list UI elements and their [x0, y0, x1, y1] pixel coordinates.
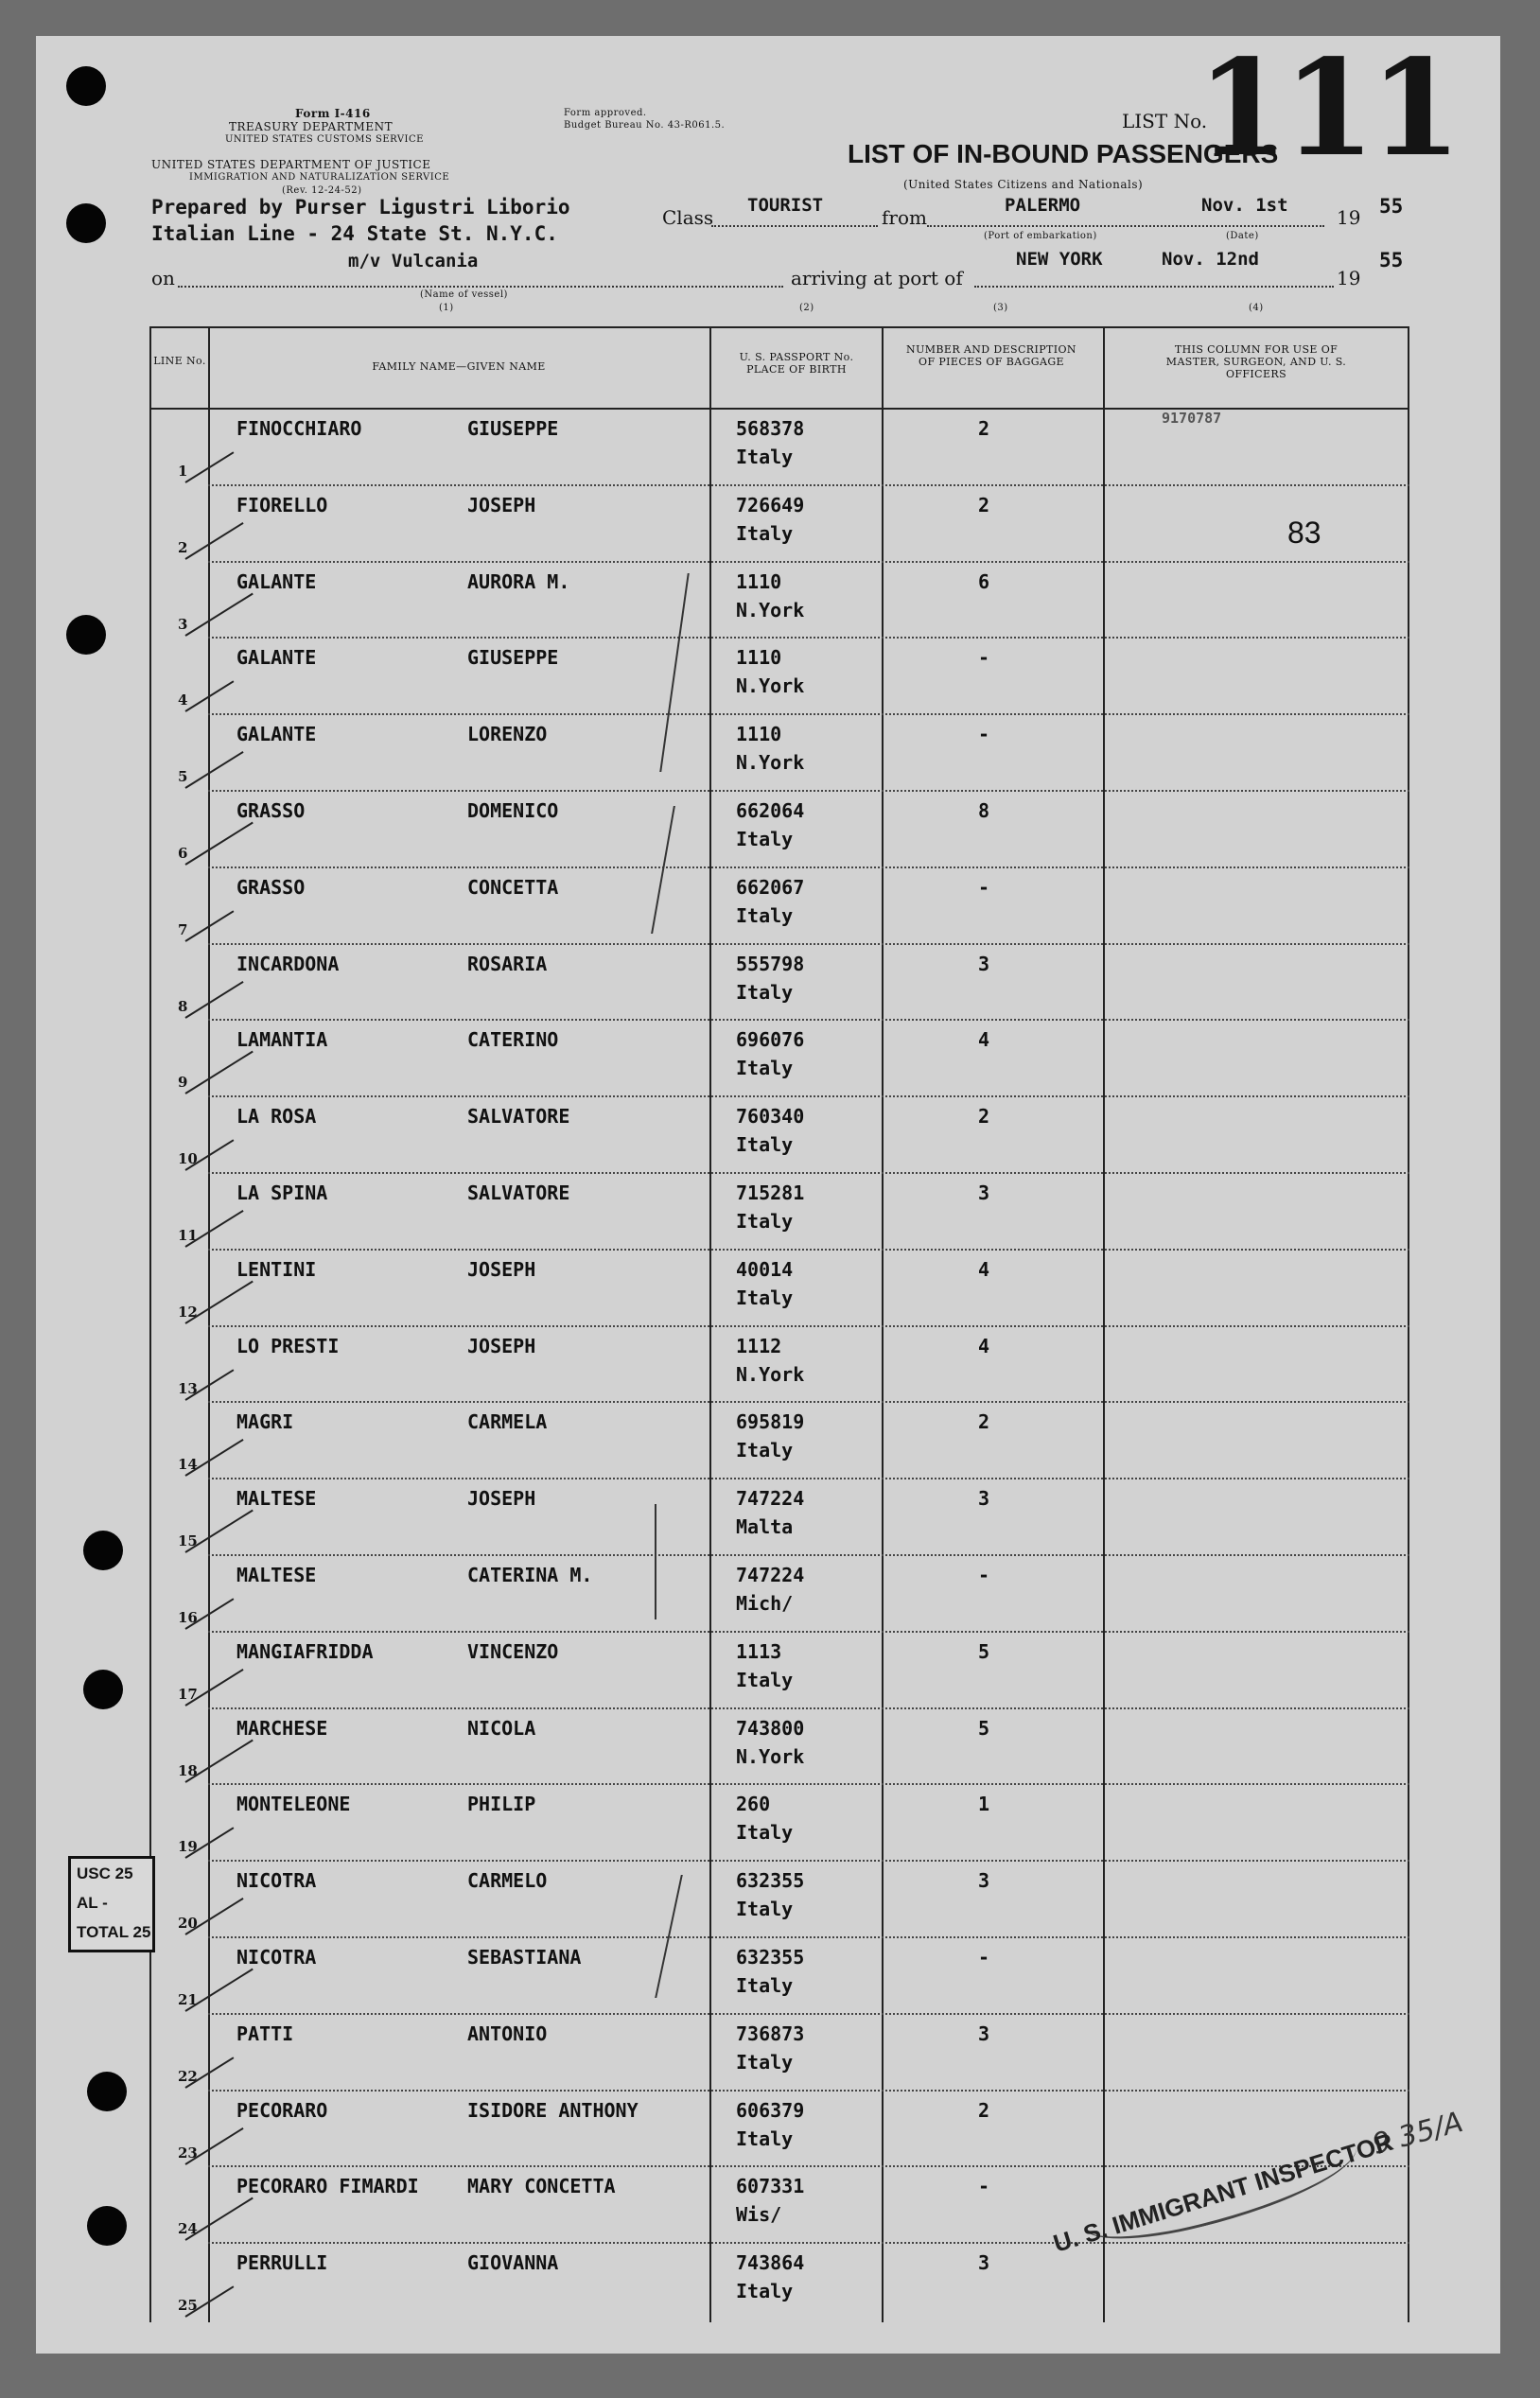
baggage-count: - [978, 1564, 990, 1586]
line-address: Italian Line - 24 State St. N.Y.C. [151, 222, 558, 245]
passport-number: 743800 [736, 1716, 805, 1740]
bracket-mark-3 [615, 1504, 656, 1619]
arrival-date: Nov. 12nd [1162, 249, 1259, 270]
family-name: LA SPINA [236, 1181, 328, 1204]
line-number: 22 [178, 2067, 198, 2085]
given-name: ANTONIO [467, 2022, 548, 2045]
check-mark [184, 522, 243, 560]
line-number: 20 [178, 1915, 198, 1933]
place-of-birth: Italy [736, 1898, 794, 1921]
officer-note-1: 9170787 [1162, 410, 1222, 427]
given-name: DOMENICO [467, 799, 559, 822]
line-number: 11 [178, 1227, 198, 1244]
line-number: 8 [178, 997, 188, 1015]
baggage-count: 3 [978, 1869, 990, 1893]
manifest-subtitle: (United States Citizens and Nationals) [903, 178, 1144, 191]
place-of-birth: Italy [736, 1057, 794, 1080]
prepared-by: Prepared by Purser Ligustri Liborio [151, 196, 570, 219]
baggage-count: 3 [978, 2251, 990, 2275]
arriving-label: arriving at port of [791, 267, 963, 289]
binder-hole-7 [87, 2206, 127, 2246]
given-name: SEBASTIANA [467, 1946, 582, 1969]
row-separator [208, 2013, 1409, 2015]
passport-number: 1110 [736, 646, 782, 670]
embarkation-year: 55 [1379, 195, 1404, 218]
place-of-birth: Malta [736, 1515, 794, 1539]
family-name: LENTINI [236, 1257, 317, 1281]
family-name: PERRULLI [236, 2251, 328, 2275]
given-name: JOSEPH [467, 1487, 536, 1511]
check-mark [184, 1739, 253, 1782]
row-separator [208, 1783, 1409, 1785]
arrival-year: 55 [1379, 249, 1404, 271]
baggage-count: 3 [978, 1181, 990, 1204]
baggage-count: 2 [978, 493, 990, 516]
given-name: GIUSEPPE [467, 646, 559, 670]
family-name: MAGRI [236, 1410, 294, 1434]
baggage-count: - [978, 875, 990, 899]
place-of-birth: N.York [736, 674, 805, 698]
place-of-birth: Wis/ [736, 2203, 782, 2227]
line-number: 1 [178, 463, 188, 480]
passport-number: 695819 [736, 1410, 805, 1434]
passport-number: 760340 [736, 1105, 805, 1129]
inspector-stamp: U. S. IMMIGRANT INSPECTOR [1050, 2127, 1397, 2258]
row-separator [208, 1478, 1409, 1479]
passport-number: 260 [736, 1793, 771, 1816]
family-name: MALTESE [236, 1487, 317, 1511]
passport-number: 662064 [736, 799, 805, 822]
row-separator [208, 1172, 1409, 1174]
family-name: LA ROSA [236, 1105, 317, 1129]
passport-number: 40014 [736, 1257, 794, 1281]
passport-number: 1113 [736, 1639, 782, 1663]
baggage-count: - [978, 1946, 990, 1969]
tally-total: TOTAL 25 [77, 1923, 151, 1941]
baggage-count: 2 [978, 2098, 990, 2122]
place-of-birth: Italy [736, 446, 794, 468]
row-separator [208, 1554, 1409, 1556]
row-separator [208, 1707, 1409, 1709]
year-prefix-1: 19 [1337, 206, 1361, 229]
given-name: AURORA M. [467, 569, 570, 593]
check-mark [184, 1051, 253, 1094]
binder-hole-2 [66, 203, 106, 243]
family-name: INCARDONA [236, 952, 340, 975]
baggage-count: 2 [978, 417, 990, 440]
check-mark [184, 981, 243, 1019]
passport-number: 736873 [736, 2022, 805, 2045]
passport-number: 662067 [736, 875, 805, 899]
binder-hole-5 [83, 1670, 123, 1709]
customs-service: UNITED STATES CUSTOMS SERVICE [225, 134, 424, 145]
family-name: FINOCCHIARO [236, 417, 362, 440]
given-name: GIOVANNA [467, 2251, 559, 2275]
place-of-birth: Italy [736, 1668, 794, 1691]
family-name: MARCHESE [236, 1716, 328, 1740]
baggage-count: 2 [978, 1105, 990, 1129]
year-prefix-2: 19 [1337, 267, 1361, 289]
passport-number: 726649 [736, 493, 805, 516]
place-of-birth: Italy [736, 1821, 794, 1845]
check-mark [184, 1969, 253, 2012]
given-name: ISIDORE ANTHONY [467, 2098, 639, 2122]
baggage-count: 3 [978, 2022, 990, 2045]
given-name: CARMELO [467, 1869, 548, 1893]
given-name: SALVATORE [467, 1181, 570, 1204]
list-number-label: LIST No. [1122, 110, 1208, 132]
row-separator [208, 790, 1409, 792]
baggage-count: 3 [978, 952, 990, 975]
class-value: TOURIST [747, 195, 824, 216]
row-separator [208, 2090, 1409, 2092]
passport-number: 747224 [736, 1564, 805, 1586]
given-name: SALVATORE [467, 1105, 570, 1129]
form-number: Form I-416 [295, 107, 371, 120]
embarkation-date: Nov. 1st [1201, 195, 1288, 216]
baggage-count: - [978, 646, 990, 670]
passport-number: 696076 [736, 1028, 805, 1052]
tally-al: AL - [77, 1894, 108, 1912]
place-of-birth: Italy [736, 2127, 794, 2150]
place-of-birth: N.York [736, 1362, 805, 1386]
check-mark [184, 822, 253, 866]
baggage-count: 4 [978, 1334, 990, 1357]
given-name: JOSEPH [467, 493, 536, 516]
baggage-count: 5 [978, 1716, 990, 1740]
vessel-caption: (Name of vessel) [420, 289, 508, 300]
check-mark [184, 592, 253, 636]
line-number: 18 [178, 1761, 198, 1779]
given-name: PHILIP [467, 1793, 536, 1816]
line-number: 19 [178, 1838, 198, 1856]
col-header-name: FAMILY NAME—GIVEN NAME [372, 360, 546, 373]
signature-note: 9 35/A [1369, 2105, 1467, 2162]
row-separator [208, 713, 1409, 715]
line-number: 5 [178, 768, 188, 786]
family-name: GRASSO [236, 875, 306, 899]
passport-number: 606379 [736, 2098, 805, 2122]
row-separator [208, 484, 1409, 486]
from-dotline [927, 225, 1324, 227]
passport-number: 1110 [736, 723, 782, 746]
row-separator [208, 1860, 1409, 1862]
given-name: NICOLA [467, 1716, 536, 1740]
line-number: 2 [178, 538, 188, 556]
place-of-birth: Italy [736, 2050, 794, 2074]
baggage-count: 3 [978, 1487, 990, 1511]
passport-number: 555798 [736, 952, 805, 975]
row-separator [208, 1249, 1409, 1251]
check-mark [184, 1510, 253, 1553]
col-header-passport: U. S. PASSPORT No. PLACE OF BIRTH [739, 351, 854, 376]
given-name: LORENZO [467, 723, 548, 746]
baggage-count: - [978, 2175, 990, 2198]
baggage-count: 5 [978, 1639, 990, 1663]
row-separator [208, 1401, 1409, 1403]
given-name: VINCENZO [467, 1639, 559, 1663]
line-number: 21 [178, 1991, 198, 2008]
family-name: GALANTE [236, 646, 317, 670]
col-num-3: (3) [993, 303, 1008, 313]
given-name: CATERINO [467, 1028, 559, 1052]
row-separator [208, 1019, 1409, 1021]
place-of-birth: Italy [736, 1974, 794, 1997]
place-of-birth: Italy [736, 828, 794, 850]
arrival-dotline [974, 286, 1334, 288]
family-name: GALANTE [236, 569, 317, 593]
binder-hole-6 [87, 2072, 127, 2111]
check-mark [184, 2197, 253, 2241]
row-separator [208, 1631, 1409, 1633]
class-label: Class [662, 206, 714, 229]
baggage-count: 2 [978, 1410, 990, 1434]
given-name: CARMELA [467, 1410, 548, 1434]
embarkation-port: PALERMO [1005, 195, 1081, 216]
passport-number: 1110 [736, 569, 782, 593]
line-number: 9 [178, 1074, 188, 1092]
form-approved: Form approved. [564, 108, 647, 118]
passport-number: 747224 [736, 1487, 805, 1511]
family-name: PECORARO [236, 2098, 328, 2122]
line-number: 3 [178, 615, 188, 633]
col-header-baggage: NUMBER AND DESCRIPTION OF PIECES OF BAGGAGE [906, 343, 1076, 368]
baggage-count: 4 [978, 1257, 990, 1281]
form-revision: (Rev. 12-24-52) [282, 185, 362, 196]
table-top-border [149, 326, 1409, 328]
row-separator [208, 943, 1409, 945]
binder-hole-4 [83, 1531, 123, 1570]
family-name: MANGIAFRIDDA [236, 1639, 374, 1663]
col-header-officers: THIS COLUMN FOR USE OF MASTER, SURGEON, AND U. S. OFFICERS [1165, 343, 1347, 380]
passport-number: 715281 [736, 1181, 805, 1204]
family-name: MALTESE [236, 1564, 317, 1586]
row-separator [208, 2242, 1409, 2244]
line-number: 7 [178, 920, 188, 938]
family-name: LO PRESTI [236, 1334, 340, 1357]
passport-number: 1112 [736, 1334, 782, 1357]
given-name: GIUSEPPE [467, 417, 559, 440]
port-embark-caption: (Port of embarkation) [984, 231, 1097, 241]
line-number: 17 [178, 1685, 198, 1703]
family-name: PATTI [236, 2022, 294, 2045]
line-number: 6 [178, 845, 188, 862]
arrival-port: NEW YORK [1016, 249, 1103, 270]
date-caption: (Date) [1226, 231, 1259, 241]
family-name: MONTELEONE [236, 1793, 351, 1816]
family-name: LAMANTIA [236, 1028, 328, 1052]
line-number: 13 [178, 1379, 198, 1397]
row-separator [208, 1095, 1409, 1097]
check-mark [184, 751, 243, 789]
col-num-1: (1) [439, 303, 454, 313]
given-name: ROSARIA [467, 952, 548, 975]
col-num-2: (2) [799, 303, 814, 313]
line-number: 23 [178, 2144, 198, 2162]
given-name: JOSEPH [467, 1334, 536, 1357]
on-label: on [151, 267, 175, 289]
family-name: GALANTE [236, 723, 317, 746]
officer-note-2: 83 [1287, 516, 1321, 550]
list-number: 111 [1197, 31, 1457, 186]
passport-number: 632355 [736, 1946, 805, 1969]
place-of-birth: Mich/ [736, 1592, 794, 1615]
baggage-count: 6 [978, 569, 990, 593]
place-of-birth: Italy [736, 903, 794, 927]
place-of-birth: Italy [736, 1210, 794, 1233]
manifest-title: LIST OF IN-BOUND PASSENGERS [848, 139, 1279, 168]
line-number: 25 [178, 2297, 198, 2315]
given-name: CATERINA M. [467, 1564, 593, 1586]
passport-number: 607331 [736, 2175, 805, 2198]
place-of-birth: Italy [736, 2280, 794, 2303]
check-mark [184, 1280, 253, 1323]
family-name: GRASSO [236, 799, 306, 822]
tally-usc: USC 25 [77, 1864, 133, 1882]
given-name: JOSEPH [467, 1257, 536, 1281]
col-header-line: LINE No. [153, 355, 206, 367]
given-name: MARY CONCETTA [467, 2175, 616, 2198]
given-name: CONCETTA [467, 875, 559, 899]
row-separator [208, 1936, 1409, 1938]
passport-number: 743864 [736, 2251, 805, 2275]
class-dotline [711, 225, 878, 227]
immigration-service: IMMIGRATION AND NATURALIZATION SERVICE [189, 172, 450, 183]
margin-tally-box [68, 1856, 155, 1952]
family-name: PECORARO FIMARDI [236, 2175, 419, 2198]
line-number: 12 [178, 1303, 198, 1321]
place-of-birth: Italy [736, 980, 794, 1004]
place-of-birth: N.York [736, 598, 805, 621]
from-label: from [882, 206, 927, 229]
baggage-count: 4 [978, 1028, 990, 1052]
family-name: NICOTRA [236, 1946, 317, 1969]
line-number: 10 [178, 1150, 198, 1168]
passport-number: 568378 [736, 417, 805, 440]
place-of-birth: Italy [736, 521, 794, 545]
baggage-count: 8 [978, 799, 990, 822]
budget-bureau: Budget Bureau No. 43-R061.5. [564, 120, 726, 131]
family-name: NICOTRA [236, 1869, 317, 1893]
line-number: 16 [178, 1609, 198, 1626]
place-of-birth: N.York [736, 1744, 805, 1768]
justice-department: UNITED STATES DEPARTMENT OF JUSTICE [151, 158, 431, 171]
place-of-birth: Italy [736, 1133, 794, 1157]
row-separator [208, 1325, 1409, 1327]
baggage-count: 1 [978, 1793, 990, 1816]
place-of-birth: Italy [736, 1439, 794, 1462]
place-of-birth: Italy [736, 1286, 794, 1309]
line-number: 15 [178, 1532, 198, 1550]
vessel-dotline [178, 286, 783, 288]
treasury-department: TREASURY DEPARTMENT [229, 120, 394, 133]
table-left-border [149, 326, 151, 2322]
binder-hole-1 [66, 66, 106, 106]
baggage-count: - [978, 723, 990, 746]
vessel-name: m/v Vulcania [348, 251, 479, 271]
family-name: FIORELLO [236, 493, 328, 516]
row-separator [208, 561, 1409, 563]
line-number: 4 [178, 691, 188, 709]
passenger-table [149, 326, 1409, 2322]
binder-hole-3 [66, 615, 106, 655]
passport-number: 632355 [736, 1869, 805, 1893]
row-separator [208, 637, 1409, 639]
col-num-4: (4) [1249, 303, 1264, 313]
line-number: 24 [178, 2220, 198, 2238]
row-separator [208, 866, 1409, 868]
line-number: 14 [178, 1456, 198, 1474]
place-of-birth: N.York [736, 751, 805, 775]
